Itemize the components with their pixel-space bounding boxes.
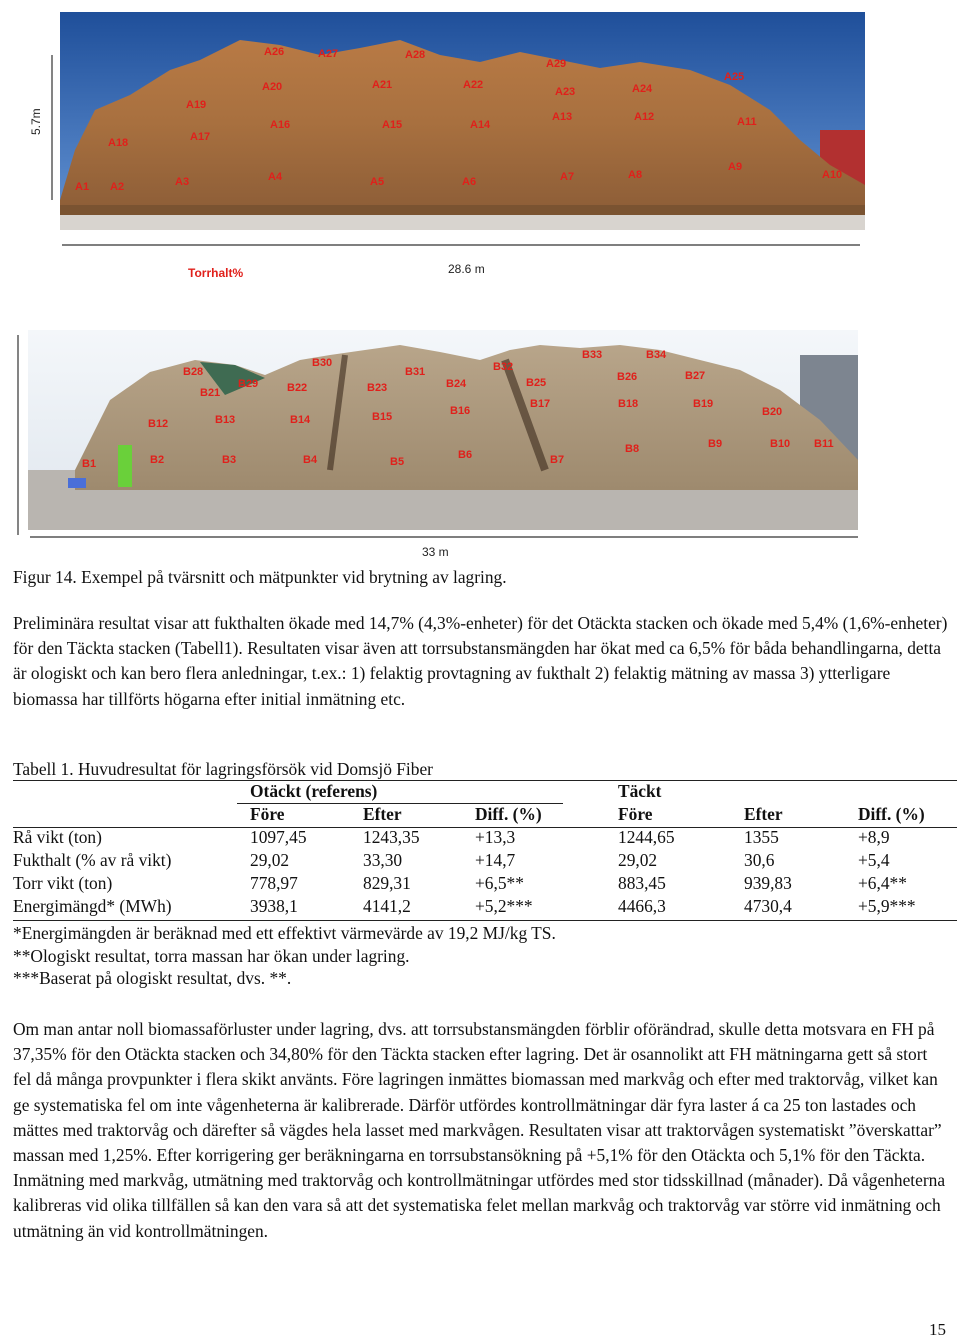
table-cell: 1244,65 <box>618 827 675 847</box>
table-cell: +5,4 <box>858 850 890 870</box>
table-cell: 778,97 <box>250 873 298 893</box>
table-cell: +8,9 <box>858 827 890 847</box>
sample-point-label: B13 <box>215 414 236 426</box>
table-bottom-rule <box>13 920 957 921</box>
sample-point-label: B7 <box>550 454 565 466</box>
table-cell: +5,9*** <box>858 896 916 916</box>
sample-point-label: B22 <box>287 382 308 394</box>
sample-point-label: A1 <box>75 181 90 193</box>
col-diff-2: Diff. (%) <box>858 804 925 824</box>
row-label: Torr vikt (ton) <box>13 873 113 893</box>
table-cell: +6,5** <box>475 873 524 893</box>
sample-point-label: B32 <box>493 361 514 373</box>
table-cell: 3938,1 <box>250 896 298 916</box>
table-cell: +14,7 <box>475 850 516 870</box>
table-subheader <box>13 803 957 826</box>
sample-point-label: A13 <box>552 111 573 123</box>
col-fore-1: Före <box>250 804 285 824</box>
table-cell: 29,02 <box>250 850 290 870</box>
sample-point-label: A22 <box>463 79 484 91</box>
sample-point-label: A7 <box>560 171 575 183</box>
sample-point-label: B19 <box>693 398 714 410</box>
group1-underline <box>237 803 563 804</box>
sample-point-label: A2 <box>110 181 125 193</box>
table-footnotes <box>13 922 556 990</box>
sample-point-label: B12 <box>148 418 169 430</box>
row-label: Rå vikt (ton) <box>13 827 102 847</box>
sample-point-label: B34 <box>646 349 667 361</box>
sample-point-label: B30 <box>312 357 333 369</box>
table-cell: 4730,4 <box>744 896 792 916</box>
table-row <box>13 849 957 872</box>
sample-point-label: A16 <box>270 119 291 131</box>
sample-point-label: A4 <box>268 171 283 183</box>
table-group-header <box>13 780 957 803</box>
table-cell: 829,31 <box>363 873 411 893</box>
pile-photo-uncovered <box>29 12 865 280</box>
paragraph-discussion: Om man antar noll biomassaförluster under lagring, dvs. att torrsubstansmängden förblir oförändrad, skulle detta motsvara en FH på 37,35% för den Otäckta stacken och 34,80% för den Täckta stacken efter lagring. Det är osannolikt att FH mätningarna gett så stort fel då många provpunkter i flera skikt använts. Före lagringen inmättes biomassan med markvåg och efter med traktorvåg, vilket kan ge systematiska fel om inte vågenheterna är kalibrerade. Därför utfördes kontrollmätningar där fyra laster á ca 25 ton lastades och mättes med traktorvåg och därefter så vägdes hela lasset med markvågen. Resultaten visar att traktorvågen systematiskt ”överskattar” massan med 1,25%. Efter korrigering ger beräkningarna en torrsubstansökning på +5,1% för den Otäckta och 5,1% för den Täckta. Inmätning med markvåg, utmätning med traktorvåg och kontrollmätningar utfördes med stor tidsskillnad (månader). Då vågenheterna kalibreras vid olika tillfällen så kan den vara så att det systematiska felet mellan markvåg och traktorvåg var större vid inmätning och utmätning än vid kontrollmätningen. <box>13 1019 946 1241</box>
table-cell: 883,45 <box>618 873 666 893</box>
table-cell: 1355 <box>744 827 779 847</box>
row-label: Fukthalt (% av rå vikt) <box>13 850 172 870</box>
sample-point-label: B6 <box>458 449 473 461</box>
col-fore-2: Före <box>618 804 653 824</box>
legend-label: Torrhalt% <box>188 266 244 280</box>
table-cell: 33,30 <box>363 850 403 870</box>
table-cell: 4141,2 <box>363 896 411 916</box>
sample-point-label: A29 <box>546 58 567 70</box>
table-cell: +13,3 <box>475 827 516 847</box>
header-bottom-rule <box>13 827 957 828</box>
sample-point-label: B24 <box>446 378 467 390</box>
table-cell: +5,2*** <box>475 896 533 916</box>
sample-point-label: B21 <box>200 387 221 399</box>
sample-point-label: B10 <box>770 438 791 450</box>
sample-point-label: B27 <box>685 370 706 382</box>
sample-point-label: B14 <box>290 414 311 426</box>
sample-point-label: A24 <box>632 83 653 95</box>
group-covered: Täckt <box>618 781 662 801</box>
row-label: Energimängd* (MWh) <box>13 896 172 916</box>
sample-point-label: B5 <box>390 456 405 468</box>
sample-point-label: A8 <box>628 169 643 181</box>
sample-point-label: A23 <box>555 86 576 98</box>
sample-point-label: B15 <box>372 411 393 423</box>
sample-point-label: B23 <box>367 382 388 394</box>
footnote-1: *Energimängden är beräknad med ett effektivt värmevärde av 19,2 MJ/kg TS. <box>13 923 556 943</box>
sample-point-label: B18 <box>618 398 639 410</box>
sample-point-label: B25 <box>526 377 547 389</box>
sample-point-label: A14 <box>470 119 491 131</box>
width-label-top: 28.6 m <box>448 262 485 276</box>
table-cell: 29,02 <box>618 850 658 870</box>
col-efter-1: Efter <box>363 804 402 824</box>
sample-point-label: A10 <box>822 169 843 181</box>
sample-point-label: A11 <box>737 116 757 128</box>
height-label: 5.7m <box>29 108 43 135</box>
sample-point-label: A19 <box>186 99 207 111</box>
sample-point-label: A21 <box>372 79 393 91</box>
table-title: Tabell 1. Huvudresultat för lagringsförsök vid Domsjö Fiber <box>13 759 433 779</box>
col-diff-1: Diff. (%) <box>475 804 542 824</box>
sample-point-label: A28 <box>405 49 426 61</box>
sample-point-label: B17 <box>530 398 551 410</box>
sample-point-label: B8 <box>625 443 640 455</box>
figure-caption: Figur 14. Exempel på tvärsnitt och mätpunkter vid brytning av lagring. <box>13 567 507 587</box>
sample-point-label: B26 <box>617 371 638 383</box>
table-row <box>13 872 957 895</box>
footnote-2: **Ologiskt resultat, torra massan har ökan under lagring. <box>13 945 410 966</box>
sample-point-label: B31 <box>405 366 426 378</box>
sample-point-label: B20 <box>762 406 783 418</box>
sample-point-label: B16 <box>450 405 471 417</box>
table-cell: 30,6 <box>744 850 775 870</box>
sample-point-label: A25 <box>724 71 745 83</box>
sample-point-label: A27 <box>318 48 339 60</box>
width-label-bottom: 33 m <box>422 545 449 559</box>
sample-point-label: B33 <box>582 349 603 361</box>
pile-photo-covered <box>18 330 858 559</box>
sample-point-label: A26 <box>264 46 285 58</box>
sample-point-label: B4 <box>303 454 318 466</box>
table-cell: 1097,45 <box>250 827 307 847</box>
sample-point-label: A17 <box>190 131 211 143</box>
sample-point-label: A12 <box>634 111 655 123</box>
table-row <box>13 826 957 849</box>
sample-point-label: A6 <box>462 176 477 188</box>
sample-point-label: A9 <box>728 161 743 173</box>
table-cell: +6,4** <box>858 873 907 893</box>
page-number: 15 <box>929 1320 946 1339</box>
table-body <box>13 826 957 918</box>
group-uncovered: Otäckt (referens) <box>250 781 378 801</box>
sample-point-label: A20 <box>262 81 283 93</box>
sample-point-label: B29 <box>238 378 259 390</box>
footnote-3: ***Baserat på ologiskt resultat, dvs. **. <box>13 968 292 988</box>
col-efter-2: Efter <box>744 804 783 824</box>
table-row <box>13 895 957 918</box>
figure-photos <box>0 0 960 565</box>
table-cell: 4466,3 <box>618 896 666 916</box>
sample-point-label: A3 <box>175 176 190 188</box>
results-table <box>13 780 957 918</box>
table-cell: 939,83 <box>744 873 792 893</box>
sample-point-label: B28 <box>183 366 204 378</box>
sample-point-label: B11 <box>814 438 834 450</box>
sample-point-label: A15 <box>382 119 403 131</box>
table-cell: 1243,35 <box>363 827 420 847</box>
sample-point-label: B3 <box>222 454 237 466</box>
paragraph-results: Preliminära resultat visar att fukthalten ökade med 14,7% (4,3%-enheter) för det Otäckta stacken och ökade med 5,4% (1,6%-enheter) för den Täckta stacken (Tabell1). Resultaten visar även att torrsubstansmängden har ökat med ca 6,5% för båda behandlingarna, detta är ologiskt och kan bero flera anledningar, t.ex.: 1) felaktig provtagning av fukthalt 2) felaktig mätning av massa 3) ytterligare biomassa har tillförts högarna efter initial inmätning etc. <box>13 613 948 709</box>
sample-point-label: A5 <box>370 176 385 188</box>
sample-point-label: B2 <box>150 454 165 466</box>
sample-point-label: B9 <box>708 438 723 450</box>
sample-point-label: B1 <box>82 458 97 470</box>
sample-point-label: A18 <box>108 137 129 149</box>
